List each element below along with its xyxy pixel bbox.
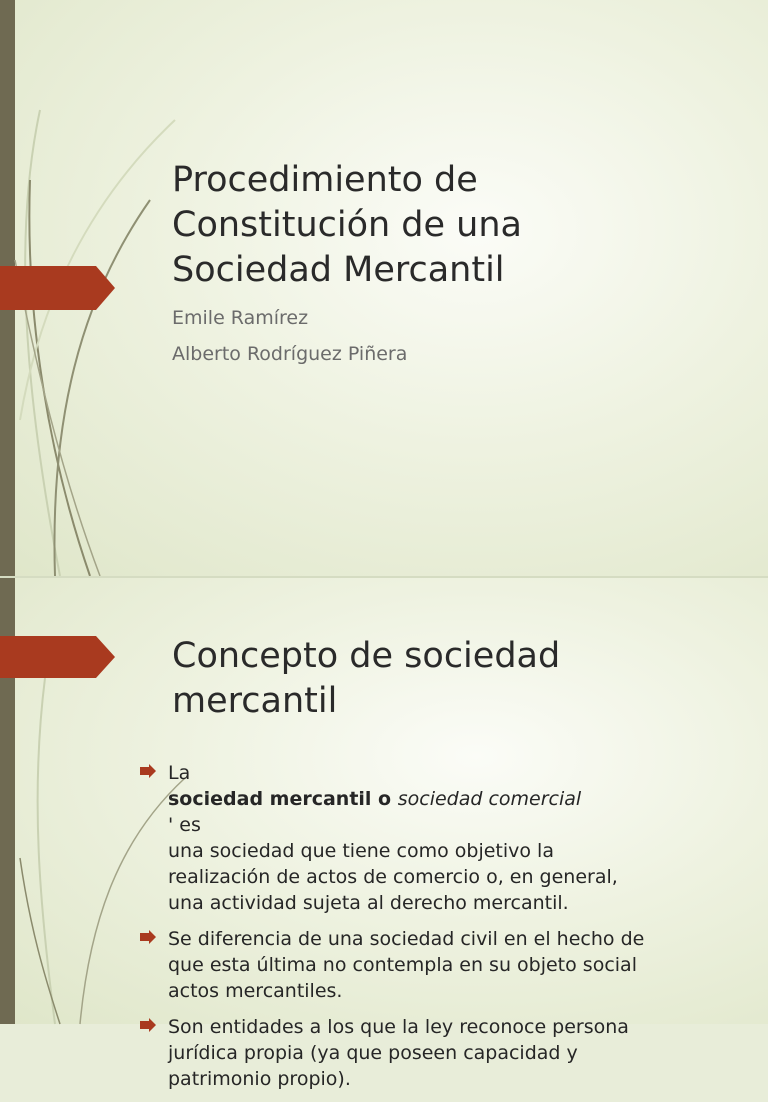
arrow-right-icon: [140, 764, 156, 778]
arrow-tab-icon: [0, 266, 116, 310]
arrow-tab-icon: [0, 636, 116, 678]
slide1-title-line: Procedimiento de: [172, 160, 478, 200]
list-item: [140, 926, 740, 1004]
slide2-title-line: mercantil: [172, 681, 338, 721]
slide1-title: [172, 158, 522, 293]
bullet-line: Son entidades a los que la ley reconoce persona: [168, 1016, 629, 1038]
bullet-text: [168, 926, 740, 1004]
bullet-list: [140, 760, 740, 1102]
slide2-title-line: Concepto de sociedad: [172, 636, 561, 676]
author-name: Alberto Rodríguez Piñera: [172, 343, 408, 365]
text-run: La: [168, 762, 191, 784]
bullet-line: [168, 760, 740, 838]
text-run: ' es: [168, 814, 201, 836]
author-name: Emile Ramírez: [172, 307, 309, 329]
list-item: [140, 760, 740, 916]
bold-term: sociedad mercantil o: [168, 788, 398, 810]
slide1-title-line: Constitución de una: [172, 205, 522, 245]
italic-term: sociedad comercial: [397, 788, 582, 810]
bullet-text: [168, 1014, 740, 1092]
bullet-line: Se diferencia de una sociedad civil en el hecho de: [168, 928, 645, 950]
slide2-title: [172, 634, 560, 724]
bullet-line: una actividad sujeta al derecho mercantil.: [168, 892, 569, 914]
bullet-line: una sociedad que tiene como objetivo la: [168, 840, 554, 862]
slide1-title-line: Sociedad Mercantil: [172, 250, 505, 290]
bullet-line: patrimonio propio).: [168, 1068, 351, 1090]
list-item: [140, 1014, 740, 1092]
arrow-right-icon: [140, 1018, 156, 1032]
bullet-line: jurídica propia (ya que poseen capacidad y: [168, 1042, 578, 1064]
concept-slide: [0, 578, 768, 1090]
arrow-right-icon: [140, 930, 156, 944]
bullet-line: actos mercantiles.: [168, 980, 343, 1002]
bullet-text: [168, 760, 740, 916]
bullet-line: que esta última no contempla en su objeto social: [168, 954, 637, 976]
bullet-line: realización de actos de comercio o, en general,: [168, 866, 618, 888]
